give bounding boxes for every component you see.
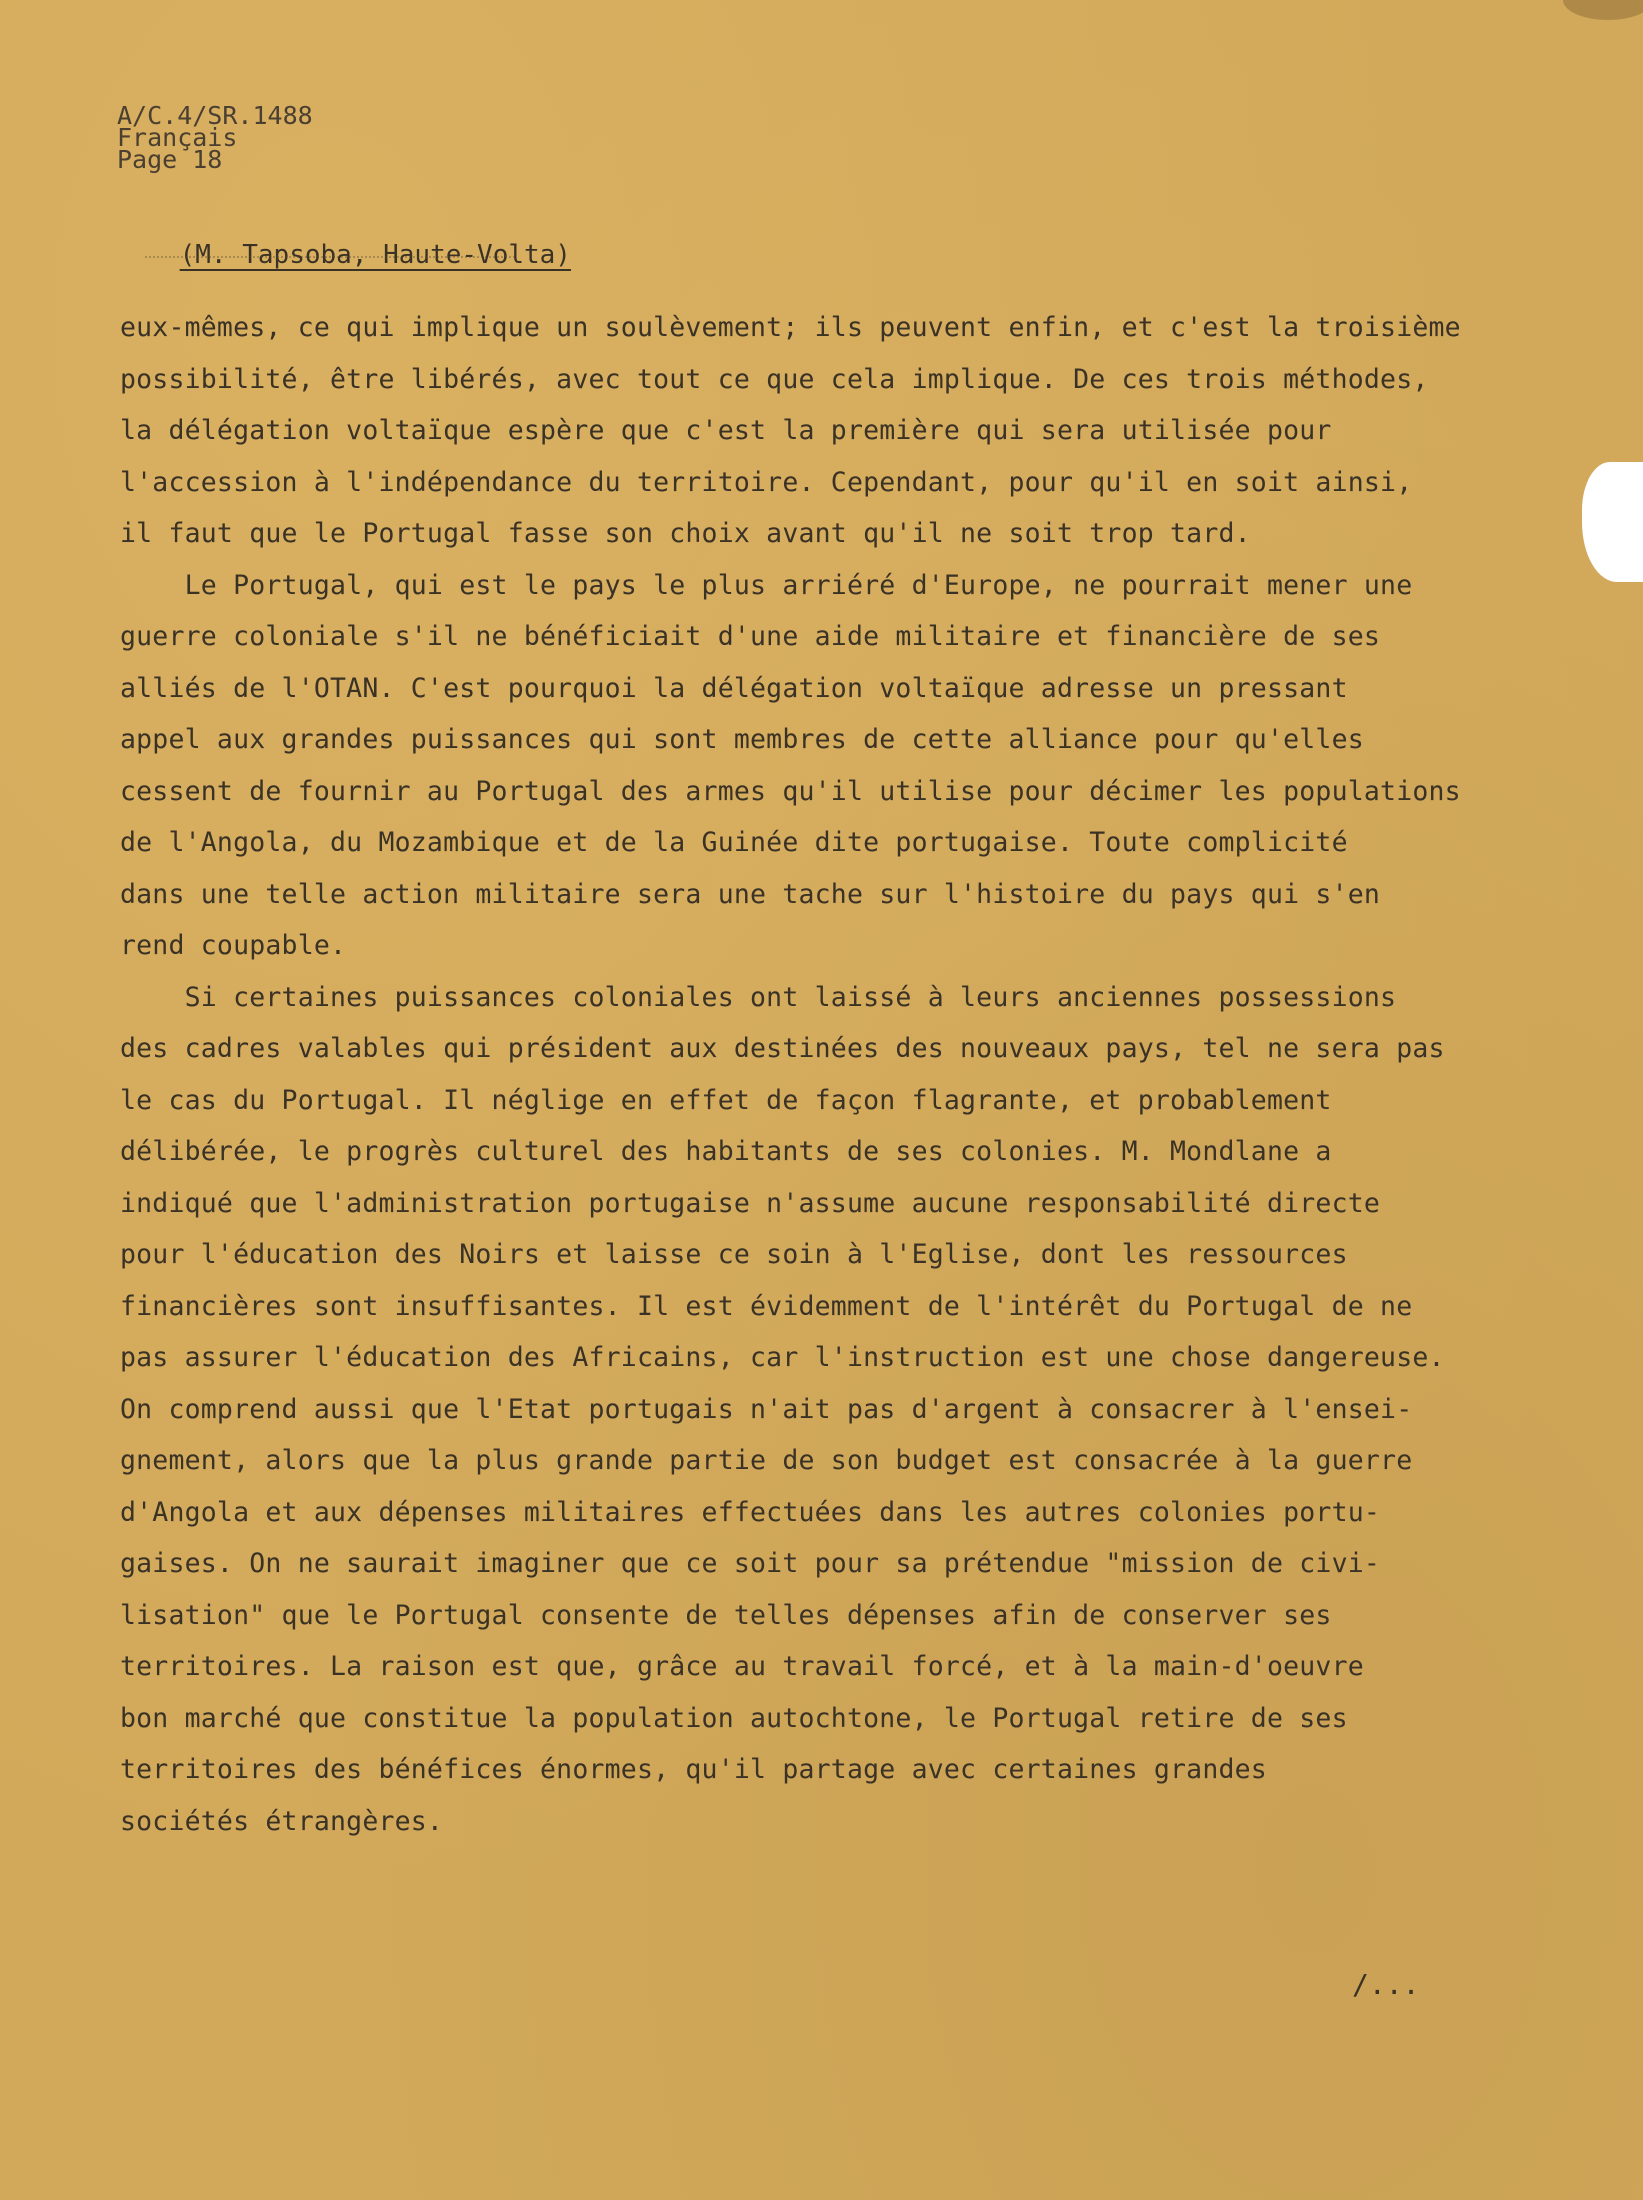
body-line: guerre coloniale s'il ne bénéficiait d'une aide militaire et financière de ses	[120, 621, 1381, 652]
body-line: lisation" que le Portugal consente de telles dépenses afin de conserver ses	[120, 1599, 1332, 1631]
page-number: Page 18	[117, 145, 223, 174]
body-line: gnement, alors que la plus grande partie de son budget est consacrée à la guerre	[120, 1445, 1413, 1476]
body-line: cessent de fournir au Portugal des armes qu'il utilise pour décimer les populations	[120, 775, 1461, 807]
body-line: des cadres valables qui président aux destinées des nouveaux pays, tel ne sera pas	[120, 1033, 1445, 1064]
paper-edge-tear	[1582, 462, 1643, 582]
body-line: alliés de l'OTAN. C'est pourquoi la délégation voltaïque adresse un pressant	[120, 672, 1348, 704]
body-line: délibérée, le progrès culturel des habitants de ses colonies. M. Mondlane a	[120, 1136, 1332, 1167]
body-line: Si certaines puissances coloniales ont laissé à leurs anciennes possessions	[120, 981, 1397, 1013]
page-corner-shadow	[1563, 0, 1643, 20]
body-line: sociétés étrangères.	[120, 1805, 444, 1837]
body-line: eux-mêmes, ce qui implique un soulèvement; ils peuvent enfin, et c'est la troisième	[120, 312, 1461, 343]
body-line: le cas du Portugal. Il néglige en effet de façon flagrante, et probablement	[120, 1084, 1332, 1116]
body-line: territoires. La raison est que, grâce au travail forcé, et à la main-d'oeuvre	[120, 1651, 1364, 1682]
speaker-name: (M. Tapsoba, Haute-Volta)	[179, 240, 571, 270]
body-line: dans une telle action militaire sera une tache sur l'histoire du pays qui s'en	[120, 878, 1381, 910]
document-language: Français	[117, 123, 238, 152]
body-line: de l'Angola, du Mozambique et de la Guinée dite portugaise. Toute complicité	[120, 827, 1348, 858]
body-line: d'Angola et aux dépenses militaires effectuées dans les autres colonies portu-	[120, 1496, 1381, 1528]
body-line: pas assurer l'éducation des Africains, car l'instruction est une chose dangereuse.	[120, 1342, 1445, 1373]
body-line: l'accession à l'indépendance du territoire. Cependant, pour qu'il en soit ainsi,	[120, 466, 1413, 498]
body-line: pour l'éducation des Noirs et laisse ce soin à l'Eglise, dont les ressources	[120, 1239, 1348, 1270]
speaker-line	[117, 210, 571, 300]
body-line: rend coupable.	[120, 930, 347, 961]
body-line: gaises. On ne saurait imaginer que ce soit pour sa prétendue "mission de civi-	[120, 1548, 1381, 1579]
speaker-dotted-rule	[145, 256, 515, 261]
document-header	[117, 101, 313, 174]
body-line: indiqué que l'administration portugaise n'assume aucune responsabilité directe	[120, 1187, 1381, 1219]
body-line: territoires des bénéfices énormes, qu'il partage avec certaines grandes	[120, 1754, 1267, 1785]
body-line: Le Portugal, qui est le pays le plus arriéré d'Europe, ne pourrait mener une	[120, 569, 1413, 601]
body-line: On comprend aussi que l'Etat portugais n'ait pas d'argent à consacrer à l'ensei-	[120, 1393, 1413, 1425]
body-line: appel aux grandes puissances qui sont membres de cette alliance pour qu'elles	[120, 724, 1364, 755]
body-line: possibilité, être libérés, avec tout ce que cela implique. De ces trois méthodes,	[120, 363, 1429, 395]
body-line: la délégation voltaïque espère que c'est la première qui sera utilisée pour	[120, 415, 1332, 446]
body-line: il faut que le Portugal fasse son choix avant qu'il ne soit trop tard.	[120, 518, 1251, 549]
continuation-mark: /...	[1352, 1968, 1420, 2001]
body-line: financières sont insuffisantes. Il est évidemment de l'intérêt du Portugal de ne	[120, 1290, 1413, 1322]
body-text	[120, 302, 1520, 1847]
document-symbol: A/C.4/SR.1488	[117, 101, 313, 130]
body-line: bon marché que constitue la population autochtone, le Portugal retire de ses	[120, 1702, 1348, 1734]
